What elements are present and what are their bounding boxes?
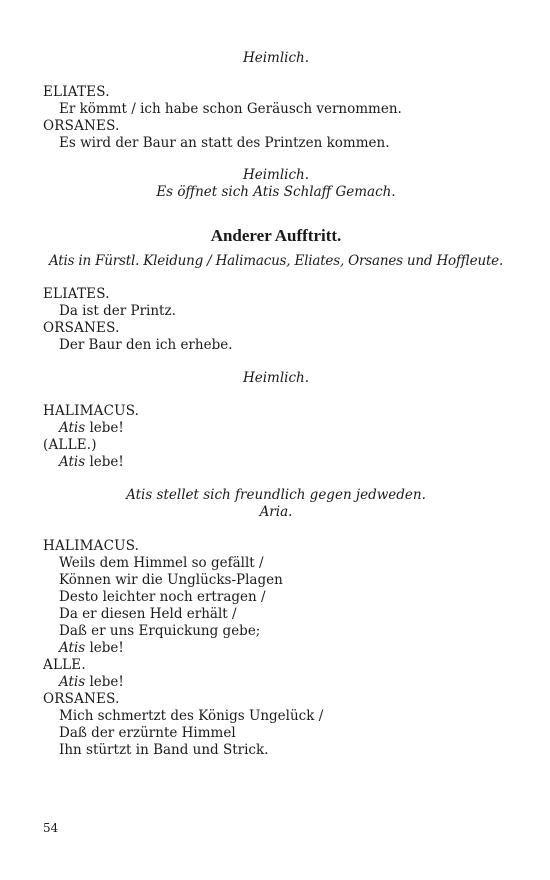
- speech-orsanes: [43, 118, 509, 152]
- speech-orsanes: [43, 320, 509, 354]
- speaker-name: HALIMACUS.: [43, 403, 140, 419]
- character-name: Atis: [59, 674, 86, 690]
- speaker-name: ALLE.: [43, 657, 86, 673]
- verse-line: Mich schmertzt des Königs Ungelück /: [59, 708, 324, 724]
- scene-title: Anderer Aufftritt.: [210, 226, 342, 245]
- speech-halimacus: [43, 403, 509, 437]
- verse-line: [43, 640, 509, 657]
- stage-direction-text: Heimlich.: [242, 167, 310, 183]
- speaker-name: ELIATES.: [43, 84, 110, 100]
- verse-line: Der Baur den ich erhebe.: [59, 337, 233, 353]
- verse-line: Da er diesen Held erhält /: [59, 606, 237, 622]
- speech-alle: [43, 437, 509, 471]
- verse-text: lebe!: [85, 640, 124, 656]
- verse-line: [43, 674, 509, 691]
- stage-direction-text: Aria.: [259, 504, 293, 520]
- speaker-name: HALIMACUS.: [43, 538, 140, 554]
- speech-orsanes: [43, 691, 509, 759]
- verse-line: Es wird der Baur an statt des Printzen kommen.: [59, 135, 390, 151]
- verse-line: Daß er uns Erquickung gebe;: [59, 623, 261, 639]
- speaker-name: ELIATES.: [43, 286, 110, 302]
- verse-line: Ihn stürtzt in Band und Strick.: [59, 742, 269, 758]
- speaker-name: (ALLE.): [43, 437, 97, 453]
- stage-direction-text: Atis stellet sich freundlich gegen jedweden.: [126, 487, 426, 503]
- scene-heading: [43, 225, 509, 247]
- character-name: Atis: [59, 420, 86, 436]
- verse-line: [43, 420, 509, 437]
- stage-direction-text: Heimlich.: [242, 50, 310, 66]
- character-name: Atis: [59, 454, 86, 470]
- verse-line: Er kömmt / ich habe schon Geräusch vernommen.: [59, 101, 402, 117]
- speaker-name: ORSANES.: [43, 691, 120, 707]
- character-name: Atis: [59, 640, 86, 656]
- verse-text: lebe!: [85, 674, 124, 690]
- stage-direction-text: Heimlich.: [242, 370, 310, 386]
- verse-line: [43, 454, 509, 471]
- verse-line: Weils dem Himmel so gefällt /: [59, 555, 264, 571]
- cast-list: [43, 253, 509, 270]
- speech-alle: [43, 657, 509, 691]
- stage-direction: [43, 487, 509, 521]
- speech-eliates: [43, 84, 509, 118]
- verse-text: lebe!: [85, 454, 124, 470]
- verse-text: lebe!: [85, 420, 124, 436]
- cast-text: Atis in Fürstl. Kleidung / Halimacus, Eliates, Orsanes und Hoffleute.: [48, 253, 504, 269]
- speaker-name: ORSANES.: [43, 118, 120, 134]
- stage-direction: [43, 50, 509, 67]
- verse-line: Desto leichter noch ertragen /: [59, 589, 266, 605]
- speaker-name: ORSANES.: [43, 320, 120, 336]
- page-number: 54: [43, 821, 59, 835]
- speech-eliates: [43, 286, 509, 320]
- aria-halimacus: [43, 538, 509, 657]
- stage-direction: [43, 167, 509, 201]
- verse-line: Können wir die Unglücks-Plagen: [59, 572, 283, 588]
- verse-line: Daß der erzürnte Himmel: [59, 725, 236, 741]
- verse-line: Da ist der Printz.: [59, 303, 176, 319]
- stage-direction-text: Es öffnet sich Atis Schlaff Gemach.: [156, 184, 396, 200]
- stage-direction: [43, 370, 509, 387]
- page: [43, 0, 509, 880]
